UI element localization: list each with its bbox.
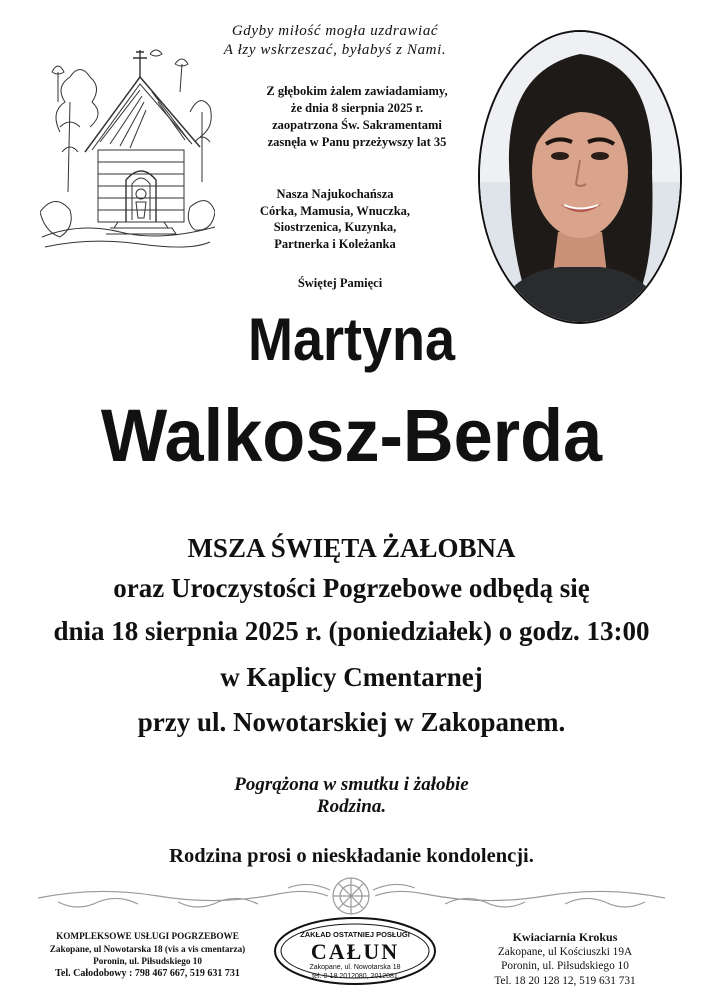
death-notice <box>212 83 502 151</box>
notice-line-4: zasnęła w Panu przeżywszy lat 35 <box>267 135 447 149</box>
funeral-mass-heading: MSZA ŚWIĘTA ŻAŁOBNA <box>187 533 516 563</box>
quote-line-2: A łzy wskrzeszać, byłabyś z Nami. <box>223 42 447 58</box>
notice-line-1: Z głębokim żalem zawiadamiamy, <box>266 84 448 98</box>
calun-logo-name: CAŁUN <box>310 939 400 964</box>
notice-line-2: że dnia 8 sierpnia 2025 r. <box>290 101 424 115</box>
deceased-last-name: Walkosz-Berda <box>100 394 603 477</box>
condolence-request: Rodzina prosi o nieskładanie kondolencji. <box>169 845 534 867</box>
funeral-services-address-2: Poronin, ul. Piłsudskiego 10 <box>93 956 202 966</box>
relations-line-2: Córka, Mamusia, Wnuczka, <box>259 203 411 218</box>
funeral-services-address-1: Zakopane, ul Nowotarska 18 (vis a vis cmentarza) <box>49 943 246 954</box>
calun-logo <box>272 915 438 987</box>
funeral-services-phone: Tel. Całodobowy : 798 467 667, 519 631 731 <box>55 967 240 979</box>
florist-title: Kwiaciarnia Krokus <box>512 930 618 944</box>
calun-logo-address: Zakopane, ul. Nowotarska 18 <box>309 964 401 971</box>
chapel-sketch-illustration <box>40 32 215 257</box>
calun-logo-top-text: ZAKŁAD OSTATNIEJ POSŁUGI <box>300 930 410 939</box>
portrait-illustration <box>480 32 680 322</box>
deceased-portrait-photo <box>478 30 682 324</box>
family-relations <box>225 186 445 252</box>
florist-phone: Tel. 18 20 128 12, 519 631 731 <box>494 974 636 987</box>
florist-address-2: Poronin, ul. Piłsudskiego 10 <box>501 960 629 972</box>
mass-line-3: w Kaplicy Cmentarnej <box>220 662 483 692</box>
relations-line-4: Partnerka i Koleżanka <box>274 236 396 251</box>
funeral-services-title: KOMPLEKSOWE USŁUGI POGRZEBOWE <box>56 931 239 941</box>
mass-line-1: oraz Uroczystości Pogrzebowe odbędą się <box>113 573 590 603</box>
quote-line-1: Gdyby miłość mogła uzdrawiać <box>231 23 439 39</box>
calun-logo-phone: tel. 0-18 2012080, 2012081 <box>312 973 398 980</box>
mass-line-2: dnia 18 sierpnia 2025 r. (poniedziałek) o godz. 13:00 <box>53 616 650 646</box>
funeral-services-info <box>20 930 275 980</box>
florist-info <box>440 930 690 988</box>
calun-logo-emblem <box>272 915 438 987</box>
mourning-line-1: Pogrążona w smutku i żałobie <box>234 774 469 795</box>
mourning-line-2: Rodzina. <box>316 796 387 817</box>
florist-address-1: Zakopane, ul Kościuszki 19A <box>497 945 633 958</box>
mass-line-4: przy ul. Nowotarskiej w Zakopanem. <box>137 707 566 737</box>
relations-line-3: Siostrzenica, Kuzynka, <box>273 220 397 234</box>
notice-line-3: zaopatrzona Św. Sakramentami <box>272 118 442 132</box>
mourning-family <box>0 774 703 818</box>
in-memory-label: Świętej Pamięci <box>297 276 383 290</box>
relations-line-1: Nasza Najukochańsza <box>276 187 394 201</box>
deceased-first-name: Martyna <box>247 306 456 373</box>
